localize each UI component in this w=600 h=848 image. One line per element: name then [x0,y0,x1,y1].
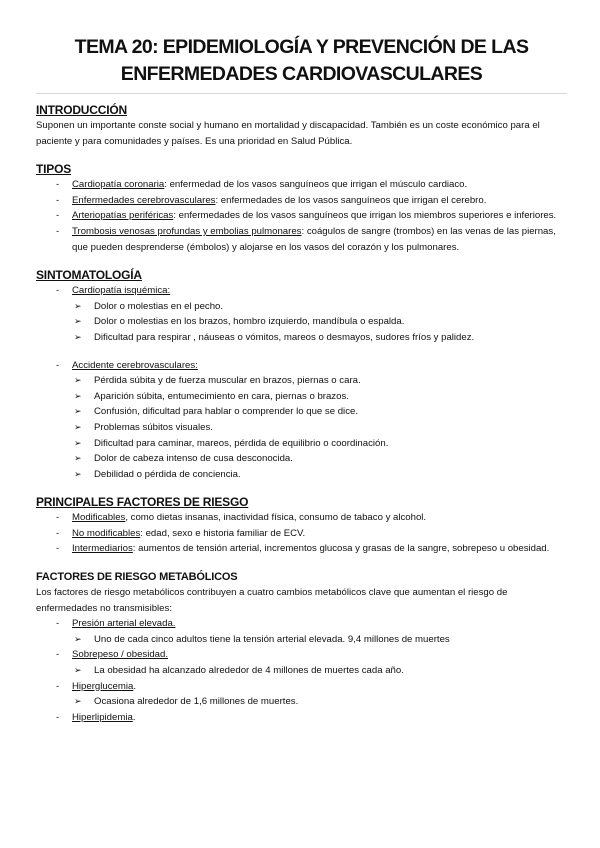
arrow-bullet-icon: ➢ [74,453,82,464]
arrow-bullet-icon: ➢ [74,696,82,707]
item-text: : edad, sexo e historia familiar de ECV. [140,527,306,539]
arrow-bullet-icon: ➢ [74,437,82,448]
dash-bullet: - [56,527,60,539]
document-page [36,34,567,725]
list-item [36,224,567,255]
symptom-item: ➢ Dolor o molestias en el pecho. [36,299,567,315]
arrow-bullet-icon: ➢ [74,316,82,327]
dash-bullet: - [56,194,60,206]
metabolicos-list-3 [36,679,567,695]
group-label: Accidente cerebrovasculares: [72,359,198,371]
group-label: Presión arterial elevada. [72,618,176,630]
detail-item: ➢ Ocasiona alrededor de 1,6 millones de muertes. [36,694,567,710]
intro-paragraph: Suponen un importante conste social y humano en mortalidad y discapacidad. También es un coste económico para el paciente y para comunidades y países. Es una prioridad en Salud Pública. [36,120,540,147]
arrow-bullet-icon: ➢ [74,331,82,342]
section-factores-riesgo [36,494,567,557]
section-metabolicos [36,569,567,725]
hiperglucemia-detail [36,694,567,710]
heading-introduccion: INTRODUCCIÓN [36,103,127,117]
cardiopatia-symptoms [36,299,567,346]
list-item [36,193,567,209]
item-term: Intermediarios [72,543,133,555]
dash-bullet: - [56,649,60,661]
arrow-bullet-icon: ➢ [74,468,82,479]
symptom-item: ➢ Dolor de cabeza intenso de cusa desconocida. [36,451,567,467]
list-item [36,510,567,526]
symptom-item: ➢ Pérdida súbita y de fuerza muscular en brazos, piernas o cara. [36,373,567,389]
item-term: Cardiopatía coronaria [72,179,165,191]
dash-bullet: - [56,210,60,222]
detail-item: ➢ La obesidad ha alcanzado alrededor de 4 millones de muertes cada año. [36,663,567,679]
heading-sintomatologia: SINTOMATOLOGÍA [36,268,142,283]
dash-bullet: - [56,225,60,237]
symptom-item: ➢ Aparición súbita, entumecimiento en cara, piernas o brazos. [36,389,567,405]
title-line-1: TEMA 20: EPIDEMIOLOGÍA Y PREVENCIÓN DE LAS [74,36,529,58]
list-item [36,283,567,299]
dash-bullet: - [56,680,60,692]
item-text: : enfermedades de los vasos sanguíneos que irrigan el cerebro. [215,194,487,206]
dash-bullet: - [56,179,60,191]
item-text: : enfermedad de los vasos sanguíneos que irrigan el músculo cardiaco. [164,179,468,191]
title-line-2: ENFERMEDADES CARDIOVASCULARES [120,63,483,85]
dash-bullet: - [56,618,60,630]
arrow-bullet-icon: ➢ [74,421,82,432]
dash-bullet: - [56,711,60,723]
section-introduccion [36,102,567,149]
detail-item: ➢ Uno de cada cinco adultos tiene la tensión arterial elevada. 9,4 millones de muertes [36,632,567,648]
list-item [36,208,567,224]
symptom-item: ➢ Dificultad para caminar, mareos, pérdida de equilibrio o coordinación. [36,436,567,452]
arrow-bullet-icon: ➢ [74,406,82,417]
obesidad-detail [36,663,567,679]
section-sintomatologia [36,267,567,482]
sintomatologia-list [36,283,567,299]
metabolicos-intro: Los factores de riesgo metabólicos contribuyen a cuatro cambios metabólicos clave que aumentan el riesgo de enfermedades no transmisibles: [36,587,508,614]
list-item [36,647,567,663]
metabolicos-list-2 [36,647,567,663]
group-label: Sobrepeso / obesidad. [72,649,169,661]
section-tipos [36,161,567,255]
item-text: : enfermedades de los vasos sanguíneos que irrigan los miembros superiores e inferiores. [173,210,557,222]
dash-bullet: - [56,543,60,555]
arrow-bullet-icon: ➢ [74,390,82,401]
item-term: No modificables [72,527,141,539]
list-item: - Hiperlipidemia. [36,710,567,726]
dash-bullet: - [56,285,60,297]
symptom-item: ➢ Dificultad para respirar , náuseas o vómitos, mareos o desmayos, sudores fríos y palidez. [36,330,567,346]
item-term: Modificables [72,512,126,524]
item-term: Enfermedades cerebrovasculares [72,194,216,206]
item-term: Trombosis venosas profundas y embolias pulmonares [72,225,302,237]
list-item [36,358,567,374]
list-item [36,616,567,632]
symptom-item: ➢ Debilidad o pérdida de conciencia. [36,467,567,483]
metabolicos-list-1 [36,616,567,632]
list-item [36,526,567,542]
arrow-bullet-icon: ➢ [74,300,82,311]
factores-list [36,510,567,557]
list-item: - Hiperglucemia. [36,679,567,695]
title-divider [36,93,567,94]
symptom-item: ➢ Problemas súbitos visuales. [36,420,567,436]
group-label: Hiperglucemia [72,680,134,692]
item-text: , como dietas insanas, inactividad física, consumo de tabaco y alcohol. [125,512,427,524]
sintomatologia-list-2 [36,358,567,374]
item-text: : aumentos de tensión arterial, incrementos glucosa y grasas de la sangre, sobrepeso u obesidad. [132,543,550,555]
item-text: : coágulos de sangre (trombos) en las venas de las piernas, que pueden desprenderse (émbolos) y alojarse en los vasos del corazón y los pulmonares. [72,225,556,253]
item-term: Arteriopatías periféricas [72,210,174,222]
tipos-list [36,177,567,255]
arrow-bullet-icon: ➢ [74,633,82,644]
acv-symptoms [36,373,567,482]
metabolicos-list-4 [36,710,567,726]
group-label: Cardiopatía isquémica: [72,285,171,297]
dash-bullet: - [56,359,60,371]
heading-tipos: TIPOS [36,162,72,177]
list-item [36,177,567,193]
page-title [36,34,567,88]
symptom-item: ➢ Confusión, dificultad para hablar o comprender lo que se dice. [36,404,567,420]
heading-metabolicos: FACTORES DE RIESGO METABÓLICOS [36,571,238,584]
dash-bullet: - [56,512,60,524]
list-item [36,541,567,557]
arrow-bullet-icon: ➢ [74,375,82,386]
heading-factores-riesgo: PRINCIPALES FACTORES DE RIESGO [36,495,249,510]
symptom-item: ➢ Dolor o molestias en los brazos, hombro izquierdo, mandíbula o espalda. [36,314,567,330]
group-label: Hiperlipidemia [72,711,133,723]
arrow-bullet-icon: ➢ [74,665,82,676]
presion-detail [36,632,567,648]
